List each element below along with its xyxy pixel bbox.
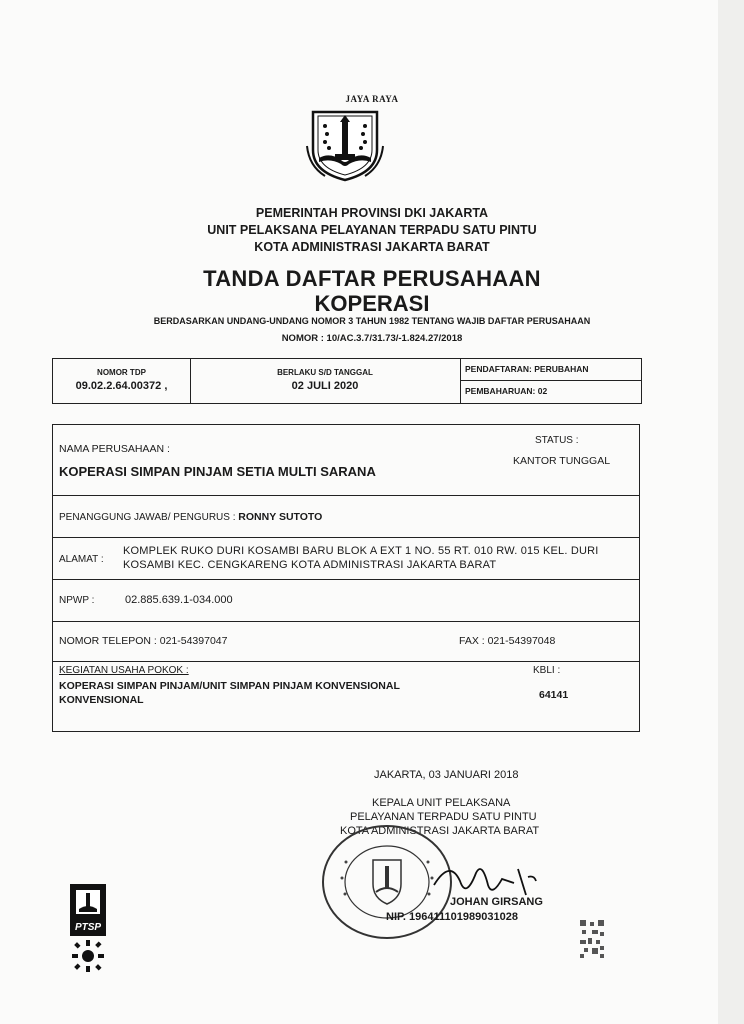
responsible-label: PENANGGUNG JAWAB/ PENGURUS : bbox=[59, 512, 236, 523]
status-label: STATUS : bbox=[535, 435, 579, 446]
document-title: TANDA DAFTAR PERUSAHAAN bbox=[203, 266, 541, 291]
address-label: ALAMAT : bbox=[59, 554, 104, 565]
tdp-info-box bbox=[52, 358, 642, 404]
address-section bbox=[53, 537, 639, 580]
document-subtitle: KOPERASI bbox=[314, 291, 430, 316]
legal-basis: BERDASARKAN UNDANG-UNDANG NOMOR 3 TAHUN 1982 TENTANG WAJIB DAFTAR PERUSAHAAN bbox=[153, 316, 591, 326]
kbli-value: 64141 bbox=[539, 689, 569, 701]
scan-edge bbox=[718, 0, 744, 1024]
kbli-label: KBLI : bbox=[533, 665, 561, 676]
business-activity-value: KOPERASI SIMPAN PINJAM/UNIT SIMPAN PINJAM KONVENSIONAL KONVENSIONAL bbox=[59, 680, 400, 706]
valid-until-label: BERLAKU S/D TANGGAL bbox=[277, 368, 373, 377]
business-activity-section bbox=[53, 661, 639, 731]
header-line-2: UNIT PELAKSANA PELAYANAN TERPADU SATU PINTU bbox=[207, 223, 537, 237]
qr-code-icon bbox=[578, 918, 606, 960]
renewal-count: PEMBAHARUAN: 02 bbox=[465, 386, 548, 396]
tdp-number-value: 09.02.2.64.00372 , bbox=[75, 380, 168, 392]
address-value: KOMPLEK RUKO DURI KOSAMBI BARU BLOK A EXT 1 NO. 55 RT. 010 RW. 015 KEL. DURI KOSAMBI KEC. CENGKARENG KOTA ADMINISTRASI JAKARTA BARAT bbox=[123, 545, 599, 571]
tdp-number-cell bbox=[53, 359, 191, 403]
npwp-value: 02.885.639.1-034.000 bbox=[125, 594, 233, 606]
document-number: NOMOR : 10/AC.3.7/31.73/-1.824.27/2018 bbox=[281, 333, 463, 344]
valid-until-value: 02 JULI 2020 bbox=[291, 380, 359, 392]
signer-nip: NIP. 196411101989031028 bbox=[386, 911, 518, 923]
signer-name: JOHAN GIRSANG bbox=[450, 896, 543, 908]
business-activity-label: KEGIATAN USAHA POKOK : bbox=[59, 665, 189, 676]
company-info-box bbox=[52, 424, 640, 732]
company-name-label: NAMA PERUSAHAAN : bbox=[59, 443, 170, 455]
responsible-row bbox=[59, 511, 322, 523]
header-line-1: PEMERINTAH PROVINSI DKI JAKARTA bbox=[255, 206, 489, 220]
signer-title-2: PELAYANAN TERPADU SATU PINTU bbox=[350, 811, 537, 823]
signer-title-3: KOTA ADMINISTRASI JAKARTA BARAT bbox=[340, 825, 540, 837]
registration-type: PENDAFTARAN: PERUBAHAN bbox=[460, 359, 641, 381]
responsible-value: RONNY SUTOTO bbox=[238, 511, 323, 523]
responsible-section bbox=[53, 495, 639, 538]
header-line-3: KOTA ADMINISTRASI JAKARTA BARAT bbox=[254, 240, 490, 254]
jakarta-crest-icon bbox=[305, 106, 385, 182]
npwp-section bbox=[53, 579, 639, 622]
signer-title-1: KEPALA UNIT PELAKSANA bbox=[372, 797, 511, 809]
ptsp-logo-icon bbox=[70, 884, 106, 974]
phone-number: NOMOR TELEPON : 021-54397047 bbox=[59, 635, 228, 647]
valid-until-cell bbox=[190, 359, 461, 403]
npwp-label: NPWP : bbox=[59, 595, 95, 606]
company-name-section bbox=[53, 425, 639, 496]
company-name-value: KOPERASI SIMPAN PINJAM SETIA MULTI SARANA bbox=[59, 464, 376, 479]
contact-section bbox=[53, 621, 639, 662]
place-date: JAKARTA, 03 JANUARI 2018 bbox=[374, 769, 519, 781]
status-value: KANTOR TUNGGAL bbox=[513, 455, 611, 467]
tdp-number-label: NOMOR TDP bbox=[97, 368, 146, 377]
ptsp-label: PTSP bbox=[74, 922, 102, 933]
registration-cell bbox=[460, 359, 641, 403]
fax-number: FAX : 021-54397048 bbox=[459, 635, 556, 647]
crest-motto: JAYA RAYA bbox=[345, 94, 399, 104]
